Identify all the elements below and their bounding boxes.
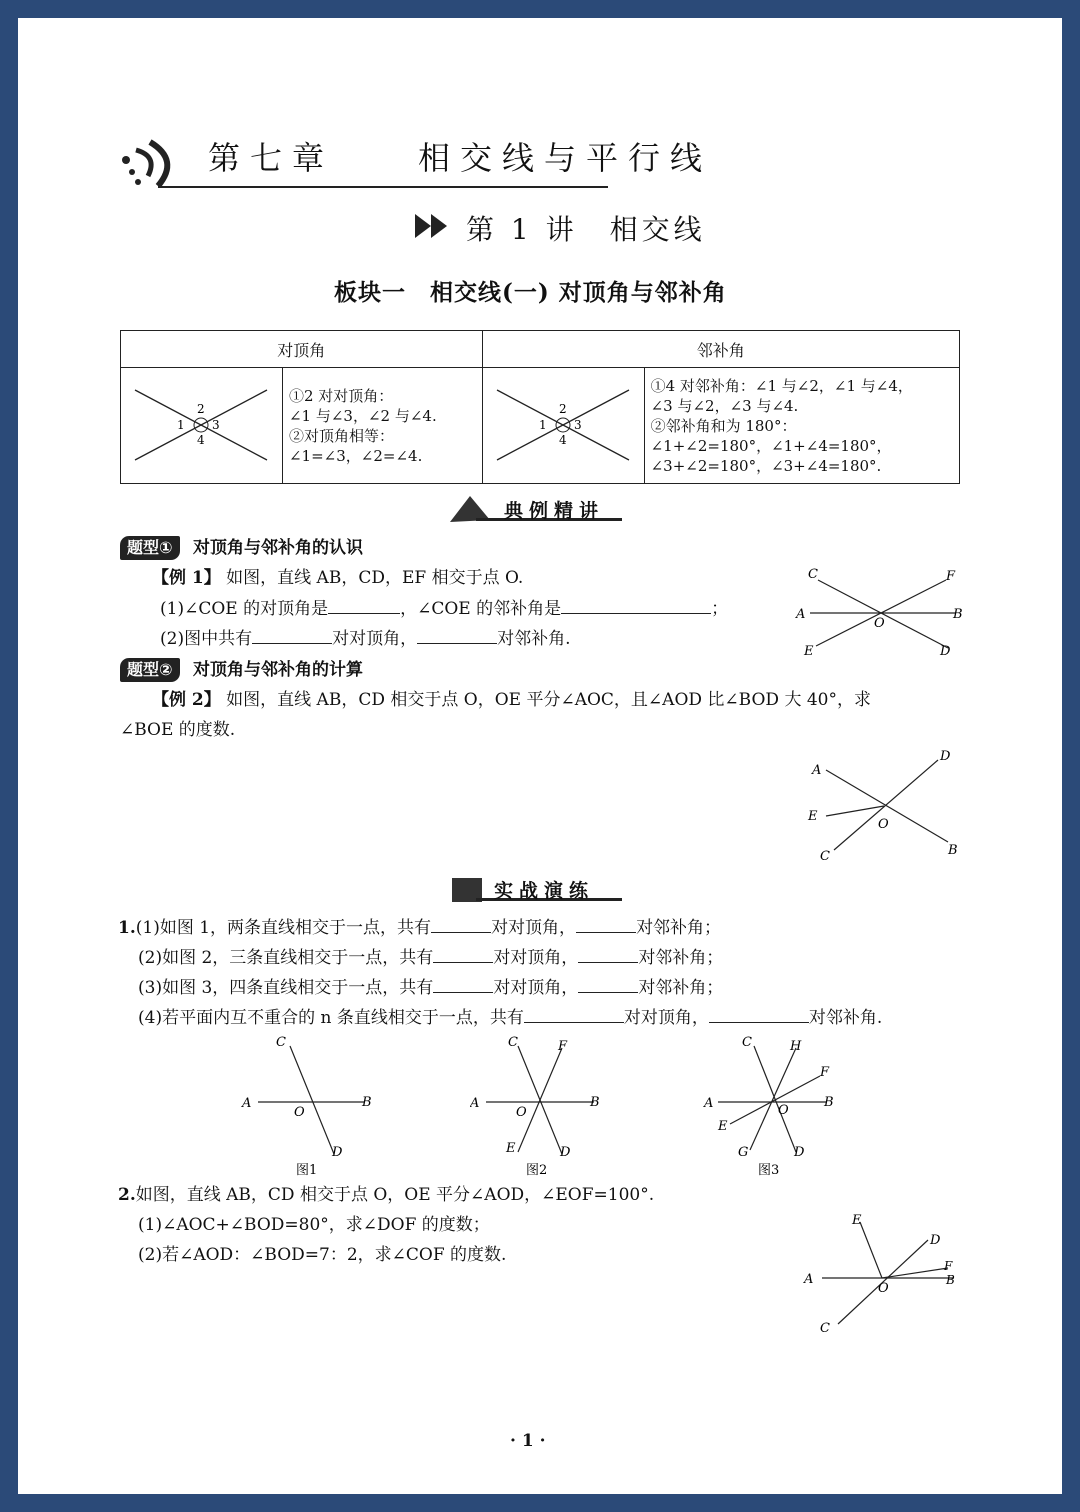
chapter-title: 第七章 相交线与平行线 (208, 139, 713, 177)
ex1-figure (788, 563, 968, 663)
svg-text:B: B (946, 1273, 955, 1287)
figure-2 (470, 1034, 610, 1178)
figure-3 (700, 1034, 850, 1178)
answer-blank[interactable] (576, 916, 636, 933)
svg-text:C: C (508, 1035, 518, 1050)
svg-text:E: E (718, 1119, 728, 1134)
svg-text:D: D (794, 1145, 805, 1160)
chapter-underline (158, 186, 608, 188)
p2-q2: (2)若∠AOD：∠BOD=7：2，求∠COF 的度数. (138, 1245, 507, 1265)
vertical-angle-figure-cell (121, 368, 283, 484)
svg-text:F: F (820, 1065, 830, 1080)
type1-heading: 题型① 对顶角与邻补角的认识 (120, 536, 363, 560)
svg-text:D: D (940, 644, 951, 659)
answer-blank[interactable] (433, 976, 493, 993)
svg-text:B: B (948, 843, 958, 858)
figure-1 (240, 1034, 380, 1178)
svg-text:F: F (944, 1259, 953, 1273)
svg-text:E: E (852, 1213, 862, 1228)
svg-text:C: C (742, 1035, 752, 1050)
ex2-line1: 【例 2】 如图，直线 AB，CD 相交于点 O，OE 平分∠AOC，且∠AOD 比∠BOD 大 40°，求 (152, 690, 871, 710)
chapter-logo-icon (118, 136, 188, 192)
block-title: 板块一 相交线(一) 对顶角与邻补角 (334, 279, 727, 306)
p1-line3: (3)如图 3，四条直线相交于一点，共有 对对顶角， 对邻补角； (138, 978, 724, 998)
svg-text:A: A (812, 763, 822, 778)
svg-text:A: A (704, 1096, 714, 1111)
svg-text:O: O (874, 616, 885, 631)
vertical-angle-figure (121, 368, 281, 478)
p2-q1: (1)∠AOC+∠BOD=80°，求∠DOF 的度数； (138, 1215, 490, 1235)
answer-blank[interactable] (431, 916, 491, 933)
page (18, 18, 1062, 1494)
svg-text:A: A (804, 1272, 814, 1287)
svg-text:H: H (790, 1039, 802, 1054)
svg-text:E: E (506, 1141, 516, 1156)
concept-table (120, 330, 960, 484)
p1-line1: 1.(1)如图 1，两条直线相交于一点，共有 对对顶角， 对邻补角； (118, 918, 722, 938)
answer-blank[interactable] (417, 627, 497, 644)
ex1-q1: (1)∠COE 的对顶角是 ，∠COE 的邻补角是 ； (160, 599, 729, 619)
fig3-caption: 图3 (758, 1163, 780, 1178)
svg-text:O: O (878, 817, 889, 832)
lecture-title: 第 1 讲 相交线 (466, 213, 706, 246)
angle-label-2: 2 (197, 402, 205, 416)
svg-text:F: F (558, 1039, 568, 1054)
angle-label-1: 1 (177, 418, 185, 432)
svg-text:B: B (362, 1095, 372, 1110)
svg-text:C: C (820, 849, 830, 864)
svg-text:D: D (332, 1145, 343, 1160)
svg-text:E: E (804, 644, 814, 659)
table-header-adjacent: 邻补角 (482, 331, 959, 368)
type2-heading: 题型② 对顶角与邻补角的计算 (120, 658, 363, 682)
answer-blank[interactable] (578, 976, 638, 993)
adjacent-angle-figure-cell (482, 368, 644, 484)
vertical-angle-text: ①2 对对顶角： ∠1 与∠3，∠2 与∠4. ②对顶角相等： ∠1=∠3，∠2=∠4. (282, 368, 482, 484)
svg-text:D: D (930, 1233, 941, 1248)
svg-text:C: C (820, 1321, 830, 1336)
p1-line2: (2)如图 2，三条直线相交于一点，共有 对对顶角， 对邻补角； (138, 948, 724, 968)
p2-figure (798, 1210, 968, 1340)
svg-text:O: O (878, 1281, 889, 1296)
svg-text:B: B (824, 1095, 834, 1110)
answer-blank[interactable] (561, 597, 711, 614)
svg-text:D: D (940, 749, 951, 764)
answer-blank[interactable] (709, 1006, 809, 1023)
answer-blank[interactable] (433, 946, 493, 963)
svg-text:O: O (778, 1103, 789, 1118)
type2-badge: 题型② (120, 658, 180, 682)
svg-text:C: C (808, 567, 818, 582)
angle-label-2: 2 (558, 402, 567, 416)
svg-text:B: B (590, 1095, 600, 1110)
section2-title: 实战演练 (494, 880, 595, 902)
double-arrow-icon (413, 212, 453, 240)
adjacent-angle-text: ①4 对邻补角：∠1 与∠2，∠1 与∠4， ∠3 与∠2，∠3 与∠4. ②邻补角和为 180°： ∠1+∠2=180°，∠1+∠4=180°， ∠3+∠2=180°，∠3+∠4=180°. (644, 368, 959, 484)
fig2-caption: 图2 (526, 1163, 548, 1178)
page-number: · 1 · (510, 1431, 546, 1451)
angle-label-1: 1 (538, 418, 547, 432)
adjacent-angle-figure (483, 368, 643, 478)
answer-blank[interactable] (524, 1006, 624, 1023)
p1-line4: (4)若平面内互不重合的 n 条直线相交于一点，共有 对对顶角， 对邻补角. (138, 1008, 883, 1028)
svg-text:E: E (808, 809, 818, 824)
angle-label-3: 3 (212, 418, 220, 432)
ex1-stem: 【例 1】 如图，直线 AB，CD，EF 相交于点 O. (152, 568, 524, 588)
p2-stem: 2.如图，直线 AB，CD 相交于点 O，OE 平分∠AOD，∠EOF=100°. (118, 1185, 655, 1205)
svg-text:A: A (242, 1096, 252, 1111)
angle-label-3: 3 (573, 418, 582, 432)
svg-text:O: O (516, 1105, 527, 1120)
svg-text:F: F (946, 569, 956, 584)
ex2-figure (798, 746, 968, 866)
svg-text:A: A (470, 1096, 480, 1111)
type1-badge: 题型① (120, 536, 180, 560)
svg-text:C: C (276, 1035, 286, 1050)
svg-text:O: O (294, 1105, 305, 1120)
table-header-vertical: 对顶角 (121, 331, 483, 368)
fig1-caption: 图1 (296, 1163, 318, 1178)
answer-blank[interactable] (328, 597, 400, 614)
ex2-line2: ∠BOE 的度数. (120, 720, 236, 740)
angle-label-4: 4 (558, 433, 567, 447)
section1-title: 典例精讲 (504, 500, 605, 522)
svg-text:G: G (738, 1145, 749, 1160)
svg-text:B: B (953, 607, 963, 622)
svg-text:D: D (560, 1145, 571, 1160)
angle-label-4: 4 (197, 433, 205, 447)
ex1-q2: (2)图中共有 对对顶角， 对邻补角. (160, 629, 571, 649)
answer-blank[interactable] (578, 946, 638, 963)
answer-blank[interactable] (252, 627, 332, 644)
svg-text:A: A (796, 607, 806, 622)
